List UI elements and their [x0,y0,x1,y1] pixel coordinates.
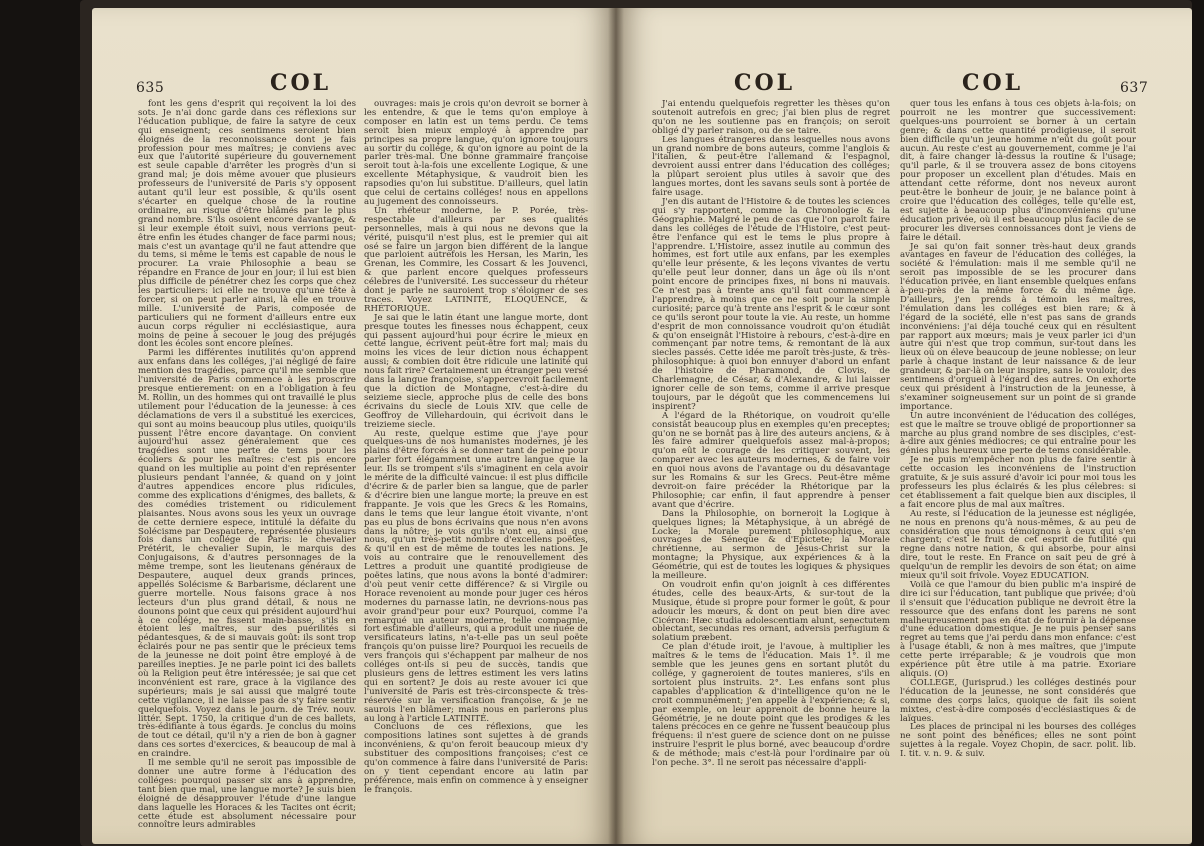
left-running-head [92,66,616,96]
paragraph: Les places de principal ni les bourses des colléges ne sont point des bénéfices; elles ne sont point sujettes à la regale. Voyez Chopin, de sacr. polit. lib. I. tit. v. n. 9. & suiv. [900,722,1136,760]
paragraph: Les langues étrangeres dans lesquelles nous avons un grand nombre de bons auteurs, comme l'anglois & l'italien, & peut-être l'allemand & l'espagnol, devroient aussi entrer dans l'éducation des colléges; la plûpart seroient plus utiles à savoir que des langues mortes, dont les savans seuls sont à portée de faire usage. [652,134,890,199]
headword: COL [734,70,796,96]
left-page [92,8,616,844]
paragraph: Un rhéteur moderne, le P. Porée, très-respectable d'ailleurs par ses qualités personnelles, mais à qui nous ne devons que la vérité, puisqu'il n'est plus, est le premier qui ait osé se faire un jargon bien différent de la langue que parloient autrefois les Hersan, les Marin, les Grenan, les Commire, les Cossart & les Jouvenci, & que parlent encore quelques professeurs célebres de l'université. Les successeur du rhéteur dont je parle ne sauroient trop s'éloigner de ses traces. Voyez LATINITÉ, ELOQUENCE, & RHÉTORIQUE. [364,205,588,314]
paragraph: Parmi les différentes inutilités qu'on apprend aux enfans dans les colléges, j'ai négligé de faire mention des tragédies, parce qu'il me semble que l'université de Paris commence à les proscrire presque entierement: on en a l'obligation à feu M. Rollin, un des hommes qui ont travaillé le plus utilement pour l'éducation de la jeunesse: à ces déclamations de vers il a substitué les exercices, qui sont au moins beaucoup plus utiles, quoiqu'ils pussent l'être encore davantage. On convient aujourd'hui assez généralement que ces tragédies sont une perte de tems pour les écoliers & pour les maîtres: c'est pis encore quand on les multiplie au point d'en représenter plusieurs pendant l'année, & quand on y joint d'autres appendices encore plus ridicules, comme des explications d'énigmes, des ballets, & des comédies tristement ou ridiculement plaisantes. Nous avons sous les yeux un ouvrage de cette derniere espece, intitulé la défaite du Solécisme par Despautere, représentée plusieurs fois dans un collége de Paris: le chevalier Prétérit, le chevalier Supin, le marquis des Conjugaisons, & d'autres personnages de la même trempe, sont les lieutenans généraux de Despautere, auquel deux grands princes, appellés Solécisme & Barbarisme, déclarent une guerre mortelle. Nous faisons grace à nos lecteurs d'un plus grand détail, & nous ne dounons point que ceux qui président aujourd'hui à ce collége, ne fissent main-basse, s'ils en étoient les maîtres, sur des puérilités si pédantesques, & de si mauvais goût: ils sont trop éclairés pour ne pas sentir que le précieux tems de la jeunesse ne doit point être employé à de pareilles inepties. Je ne parle point ici des ballets où la Religion peut être intéressée; je sai que cet inconvénient est rare, grace à la vigilance des supérieurs; mais je sai aussi que malgré toute cette vigilance, il ne laisse pas de s'y faire sentir quelquefois. Voyez dans le journ. de Trév. nouv. littér. Sept. 1750, la critique d'un de ces ballets, très-édifiante à tous égards. Je conclus du moins de tout ce détail, qu'il n'y a rien de bon à gagner dans ces sortes d'exercices, & beaucoup de mal à en craindre. [138,348,356,760]
paragraph: Au reste, si l'éducation de la jeunesse est négligée, ne nous en prenons qu'à nous-mêmes, & au peu de considération que nous témoignons à ceux qui s'en chargent; c'est le fruit de cet esprit de futilité qui regne dans notre nation, & qui absorbe, pour ainsi dire, tout le reste. En France on sait peu de gré à quelqu'un de remplir les devoirs de son état; on aime mieux qu'il soit frivole. Voyez EDUCATION. [900,508,1136,582]
paragraph: J'en dis autant de l'Histoire & de toutes les sciences qui s'y rapportent, comme la Chronologie & la Géographie. Malgré le peu de cas que l'on paroît faire dans les colléges de l'étude de l'Histoire, c'est peut-être l'enfance qui est le tems le plus propre à l'apprendre. L'Histoire, assez inutile au commun des hommes, est fort utile aux enfans, par les exemples qu'elle leur présente, & les leçons vivantes de vertu qu'elle peut leur donner, dans un âge où ils n'ont point encore de principes fixes, ni bons ni mauvais. Ce n'est pas à trente ans qu'il faut commencer à l'apprendre, à moins que ce ne soit pour la simple curiosité; parce qu'à trente ans l'esprit & le cœur sont ce qu'ils seront pour toute la vie. Au reste, un homme d'esprit de mon connoissance voudroit qu'on étudiât & qu'on enseignât l'Histoire à rebours, c'est-à-dire en commençant par notre tems, & remontant de là aux siecles passés. Cette idée me paroît très-juste, & très-philosophique: à quoi bon ennuyer d'abord un enfant de l'histoire de Pharamond, de Clovis, de Charlemagne, de César, & d'Alexandre, & lui laisser ignorer celle de son tems, comme il arrive presque toujours, par le dégoût que les commencemens lui inspirent? [652,196,890,412]
paragraph: Ce plan d'étude iroit, je l'avoue, à multiplier les maîtres & le tems de l'éducation. Mais 1°. il me semble que les jeunes gens en sortant plutôt du collége, y gagneroient de toutes manieres, s'ils en sortoient plus instruits. 2°. Les enfans sont plus capables d'application & d'intelligence qu'on ne le croit communément; j'en appelle à l'expérience; & si, par exemple, on leur apprenoit de bonne heure la Géométrie, je ne doute point que les prodiges & les talens précoces en ce genre ne fussent beaucoup plus fréquens: il n'est guere de science dont on ne puisse instruire l'esprit le plus borné, avec beaucoup d'ordre & de méthode; mais c'est-là pour l'ordinaire par où l'on peche. 3°. Il ne seroit pas nécessaire d'appli- [652,642,890,769]
paragraph: Je ne puis m'empêcher non plus de faire sentir à cette occasion les inconvéniens de l'instruction gratuite, & je suis assuré d'avoir ici pour moi tous les professeurs les plus éclairés & les plus célebres: si cet établissement a fait quelque bien aux disciples, il a fait encore plus de mal aux maîtres. [900,455,1136,510]
paragraph: font les gens d'esprit qui reçoivent la loi des sots. Je n'ai donc garde dans ces réflexions sur l'éducation publique, de faire la satyre de ceux qui enseignent; ces sentimens seroient bien éloignés de la reconnoissance dont je fais profession pour mes maîtres; je conviens avec eux que l'autorité supérieure du gouvernement est seule capable d'arrêter les progrès d'un si grand mal; je dois même avouer que plusieurs professeurs de l'université de Paris s'y opposent autant qu'il leur est possible, & qu'ils osent s'écarter en quelque chose de la routine ordinaire, au risque d'être blâmés par le plus grand nombre. S'ils osoient encore davantage, & si leur exemple étoit suivi, nous verrions peut-être enfin les études changer de face parmi nous; mais c'est un avantage qu'il ne faut attendre que du tems, si même le tems est capable de nous le procurer. La vraie Philosophie a beau se répandre en France de jour en jour; il lui est bien plus difficile de pénétrer chez les corps que chez les particuliers: ici elle ne trouve qu'une tête à forcer, si on peut parler ainsi, là elle en trouve mille. L'université de Paris, composée de particuliers qui ne forment d'ailleurs entre eux aucun corps régulier ni ecclésiastique, aura moins de peine à secouer le joug des préjugés dont les écoles sont encore pleines. [138,99,356,350]
headword: COL [962,70,1024,96]
paragraph: J'ai entendu quelquefois regretter les thèses qu'on soutenoit autrefois en grec; j'ai bien plus de regret qu'on ne les soutienne pas en françois; on seroit obligé d'y parler raison, ou de se taire. [652,99,890,136]
paragraph: A l'égard de la Rhétorique, on voudroit qu'elle consistât beaucoup plus en exemples qu'en preceptes; qu'on ne se bornât pas à lire des auteurs anciens, & à les faire admirer quelquefois assez mal-à-propos; qu'on eût le courage de les critiquer souvent, les comparer avec les auteurs modernes, & de faire voir en quoi nous avons de l'avantage ou du désavantage sur les Romains & sur les Grecs. Peut-être même devroit-on faire précéder la Rhétorique par la Philosophie; car enfin, il faut apprendre à penser avant que d'écrire. [652,410,890,510]
paragraph: Au reste, quelque estime que j'aye pour quelques-uns de nos humanistes modernes, je les plains d'être forcés à se donner tant de peine pour parler fort élégamment une autre langue que la leur. Ils se trompent s'ils s'imaginent en cela avoir le mérite de la difficulté vaincue: il est plus difficile d'écrire & de parler bien sa langue, que de parler & d'écrire bien une langue morte; la preuve en est frappante. Je vois que les Grecs & les Romains, dans le tems que leur langue étoit vivante, n'ont pas eu plus de bons écrivains que nous n'en avons dans la nôtre; je vois qu'ils n'ont eu, ainsi que nous, qu'un très-petit nombre d'excellens poëtes, & qu'il en est de même de toutes les nations. Je vois au contraire que le renouvellement des Lettres a produit une quantité prodigieuse de poëtes latins, que nous avons la bonté d'admirer: d'où peut venir cette différence? & si Virgile ou Horace revenoient au monde pour juger ces héros modernes du parnasse latin, ne devrions-nous pas avoir grand'peur pour eux? Pourquoi, comme l'a remarqué un auteur moderne, telle compagnie, fort estimable d'ailleurs, qui a produit une nuée de versificateurs latins, n'a-t-elle pas un seul poëte françois qu'on puisse lire? Pourquoi les recueils de vers françois qui s'échappent par malheur de nos colléges ont-ils si peu de succès, tandis que plusieurs gens de lettres estiment les vers latins qui en sortent? Je dois au reste avouer ici que l'université de Paris est très-circonspecte & très-réservée sur la versification françoise, & je ne saurois l'en blâmer; mais nous en parlerons plus au long à l'article LATINITÉ. [364,428,588,724]
headword: COL [270,70,332,96]
paragraph: Je sai que le latin étant une langue morte, dont presque toutes les finesses nous échappent, ceux qui passent aujourd'hui pour écrire le mieux en cette langue, écrivent peut-être fort mal; mais du moins les vices de leur diction nous échappent aussi; & combien doit être ridicule une latinité qui nous fait rire? Certainement un étranger peu versé dans la langue françoise, s'appercevroit facilement que la diction de Montagne, c'est-à-dire du seizieme siecle, approche plus de celle des bons écrivains du siecle de Louis XIV. que celle de Geoffroy de Villehardouin, qui écrivoit dans le treizieme siecle. [364,312,588,430]
right-page [616,8,1192,844]
paragraph: Il me semble qu'il ne seroit pas impossible de donner une autre forme à l'éducation des colléges: pourquoi passer six ans à apprendre, tant bien que mal, une langue morte? Je suis bien éloigné de désapprouver l'étude d'une langue dans laquelle les Horaces & les Tacites ont écrit; cette étude est absolument nécessaire pour connoître leurs admirables [138,758,356,831]
page-number: 635 [136,80,165,96]
paragraph: ouvrages: mais je crois qu'on devroit se borner à les entendre, & que le tems qu'on employe à composer en latin est un tems perdu. Ce tems seroit bien mieux employé à apprendre par principes sa propre langue, qu'on ignore toujours au sortir du collége, & qu'on ignore au point de la parler très-mal. Une bonne grammaire françoise seroit tout à-la-fois une excellente Logique, & une excellente Métaphysique, & vaudroit bien les rapsodies qu'on lui substitue. D'ailleurs, quel latin que celui de certains colléges! nous en appellons au jugement des connoisseurs. [364,99,588,207]
page-number: 637 [1120,80,1149,96]
left-column-b [364,100,588,822]
right-column-b [900,100,1136,822]
paragraph: COLLEGE, (Jurisprud.) les colléges destinés pour l'éducation de la jeunesse, ne sont considérés que comme des corps laïcs, quoique de fait ils soient mixtes, c'est-à-dire composés d'ecclésiastiques & de laïques. [900,677,1136,724]
paragraph: Je sai qu'on fait sonner très-haut deux grands avantages en faveur de l'éducation des colléges, la société & l'émulation: mais il me semble qu'il ne seroit pas impossible de se les procurer dans l'éducation privée, en liant ensemble quelques enfans à-peu-près de la même force & du même âge. D'ailleurs, j'en prends à témoin les maîtres, l'émulation dans les colléges est bien rare; & à l'égard de la société, elle n'est pas sans de grands inconvéniens: j'ai déja touché ceux qui en résultent par rapport aux mœurs; mais je veux parler ici d'un autre qui n'est que trop commun, sur-tout dans les lieux où on éleve beaucoup de jeune noblesse; on leur parle à chaque instant de leur naissance & de leur grandeur, & par-là on leur inspire, sans le vouloir, des sentimens d'orgueil à l'égard des autres. On exhorte ceux qui président à l'instruction de la jeunesse, à s'examiner soigneusement sur un point de si grande importance. [900,241,1136,412]
left-column-a [138,99,356,831]
paragraph: quer tous les enfans à tous ces objets à-la-fois; on pourroit ne les montrer que successivement: quelques-uns pourroient se borner à un certain genre; & dans cette quantité prodigieuse, il seroit bien difficile qu'un jeune homme n'eût du goût pour aucun. Au reste c'est au gouvernement, comme je l'ai dit, à faire changer là-dessus la routine & l'usage; qu'il parle, & il se trouvera assez de bons citoyens pour proposer un excellent plan d'études. Mais en attendant cette réforme, dont nos neveux auront peut-être le bonheur de jouir, je ne balance point à croire que l'éducation des colléges, telle qu'elle est, est sujette à beaucoup plus d'inconvéniens qu'une éducation privée, où il est beaucoup plus facile de se procurer les diverses connoissances dont je viens de faire le détail. [900,99,1136,243]
right-running-head [616,66,1192,96]
paragraph: Concluons de ces réflexions, que les compositions latines sont sujettes à de grands inconvéniens, & qu'on feroit beaucoup mieux d'y substituer des compositions françoises; c'est ce qu'on commence à faire dans l'université de Paris: on y tient cependant encore au latin par préférence, mais enfin on commence à y enseigner le françois. [364,722,588,795]
book-gutter [608,8,624,844]
paragraph: Dans la Philosophie, on borneroit la Logique à quelques lignes; la Métaphysique, à un abrégé de Locke; la Morale purement philosophique, aux ouvrages de Séneque & d'Epictete; la Morale chrétienne, au sermon de Jésus-Christ sur la montagne; la Physique, aux expériences & à la Géométrie, qui est de toutes les logiques & physiques la meilleure. [652,508,890,582]
paragraph: Un autre inconvénient de l'éducation des colléges, est que le maître se trouve obligé de proportionner sa marche au plus grand nombre de ses disciples, c'est-à-dire aux génies médiocres; ce qui entraîne pour les génies plus heureux une perte de tems considérable. [900,410,1136,457]
right-column-a [652,100,890,822]
paragraph: Voilà ce que l'amour du bien public m'a inspiré de dire ici sur l'éducation, tant publique que privée; d'où il s'ensuit que l'éducation publique ne devroit être la ressource que des enfans dont les parens ne sont malheureusement pas en état de fournir à la dépense d'une éducation domestique. Je ne puis penser sans regret au tems que j'ai perdu dans mon enfance: c'est à l'usage établi, & non à mes maîtres, que j'impute cette perte irréparable; & je voudrois que mon expérience pût être utile à ma patrie. Exoriare aliquis. (O) [900,579,1136,679]
paragraph: On voudroit enfin qu'on joignît à ces différentes études, celle des beaux-Arts, & sur-tout de la Musique, étude si propre pour former le goût, & pour adoucir les mœurs, & dont on peut bien dire avec Cicéron: Hæc studia adolescentiam alunt, senectutem oblectant, secundas res ornant, adversis perfugium & solatium præbent. [652,579,890,644]
